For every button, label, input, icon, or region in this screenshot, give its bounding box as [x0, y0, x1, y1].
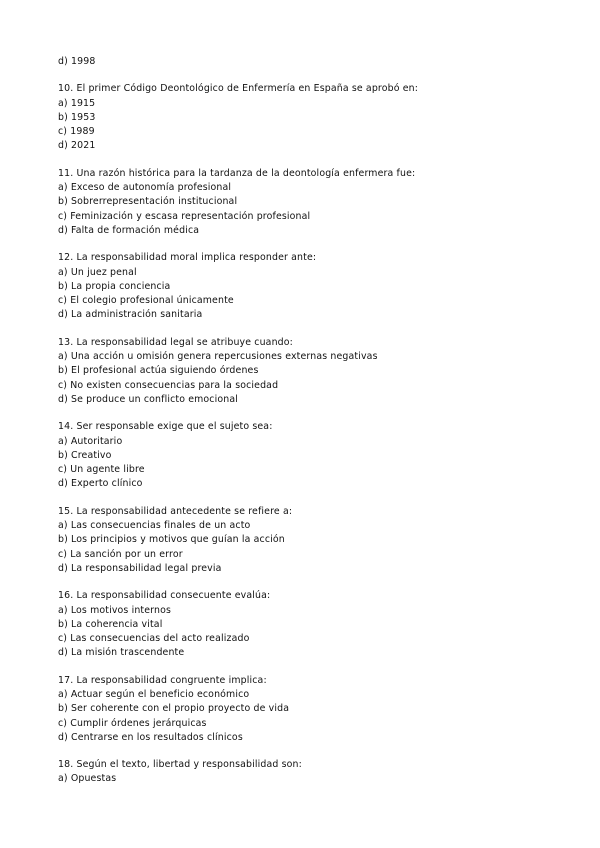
option: b) El profesional actúa siguiendo órdenes	[58, 365, 259, 377]
option: b) Los principios y motivos que guían la acción	[58, 534, 285, 546]
option: a) Un juez penal	[58, 266, 137, 278]
option: b) 1953	[58, 111, 96, 123]
option: c) Feminización y escasa representación profesional	[58, 210, 311, 222]
question-16	[58, 589, 558, 660]
option: c) El colegio profesional únicamente	[58, 295, 234, 307]
question-text: 15. La responsabilidad antecedente se refiere a:	[58, 505, 293, 517]
question-text: 13. La responsabilidad legal se atribuye cuando:	[58, 336, 293, 348]
question-text: 16. La responsabilidad consecuente evalúa:	[58, 590, 271, 602]
question-11	[58, 167, 558, 238]
option: d) La administración sanitaria	[58, 309, 203, 321]
option: c) La sanción por un error	[58, 548, 183, 560]
option: a) Exceso de autonomía profesional	[58, 182, 232, 194]
question-13	[58, 336, 558, 407]
option: a) Actuar según el beneficio económico	[58, 688, 250, 700]
option: d) Centrarse en los resultados clínicos	[58, 731, 243, 743]
question-text: 10. El primer Código Deontológico de Enfermería en España se aprobó en:	[58, 83, 419, 95]
question-text: 14. Ser responsable exige que el sujeto sea:	[58, 421, 273, 433]
question-18	[58, 758, 558, 787]
option: d) La responsabilidad legal previa	[58, 562, 222, 574]
question-15	[58, 505, 558, 576]
option: c) 1989	[58, 126, 95, 138]
option: d) 2021	[58, 140, 96, 152]
option: a) Las consecuencias finales de un acto	[58, 520, 251, 532]
option: a) 1915	[58, 97, 96, 109]
question-14	[58, 420, 558, 491]
option: a) Una acción u omisión genera repercusiones externas negativas	[58, 351, 378, 363]
option: d) La misión trascendente	[58, 647, 185, 659]
leading-option: d) 1998	[58, 56, 96, 67]
option: c) Las consecuencias del acto realizado	[58, 633, 250, 645]
question-12	[58, 251, 558, 322]
question-text: 11. Una razón histórica para la tardanza de la deontología enfermera fue:	[58, 167, 416, 179]
option: b) La coherencia vital	[58, 618, 163, 630]
question-text: 12. La responsabilidad moral implica responder ante:	[58, 252, 317, 264]
document-page	[58, 55, 558, 787]
option: a) Opuestas	[58, 773, 117, 785]
question-10	[58, 82, 558, 153]
option: d) Se produce un conflicto emocional	[58, 393, 238, 405]
option: a) Autoritario	[58, 435, 123, 447]
option: c) Cumplir órdenes jerárquicas	[58, 717, 207, 729]
option: b) Creativo	[58, 449, 112, 461]
option: b) La propia conciencia	[58, 280, 171, 292]
question-text: 17. La responsabilidad congruente implica:	[58, 674, 267, 686]
option: c) Un agente libre	[58, 464, 145, 476]
question-text: 18. Según el texto, libertad y responsabilidad son:	[58, 759, 302, 771]
option: a) Los motivos internos	[58, 604, 172, 616]
option: d) Falta de formación médica	[58, 224, 200, 236]
option: b) Ser coherente con el propio proyecto de vida	[58, 703, 290, 715]
option: d) Experto clínico	[58, 478, 143, 490]
option: b) Sobrerrepresentación institucional	[58, 196, 238, 208]
question-17	[58, 674, 558, 745]
option: c) No existen consecuencias para la sociedad	[58, 379, 279, 391]
